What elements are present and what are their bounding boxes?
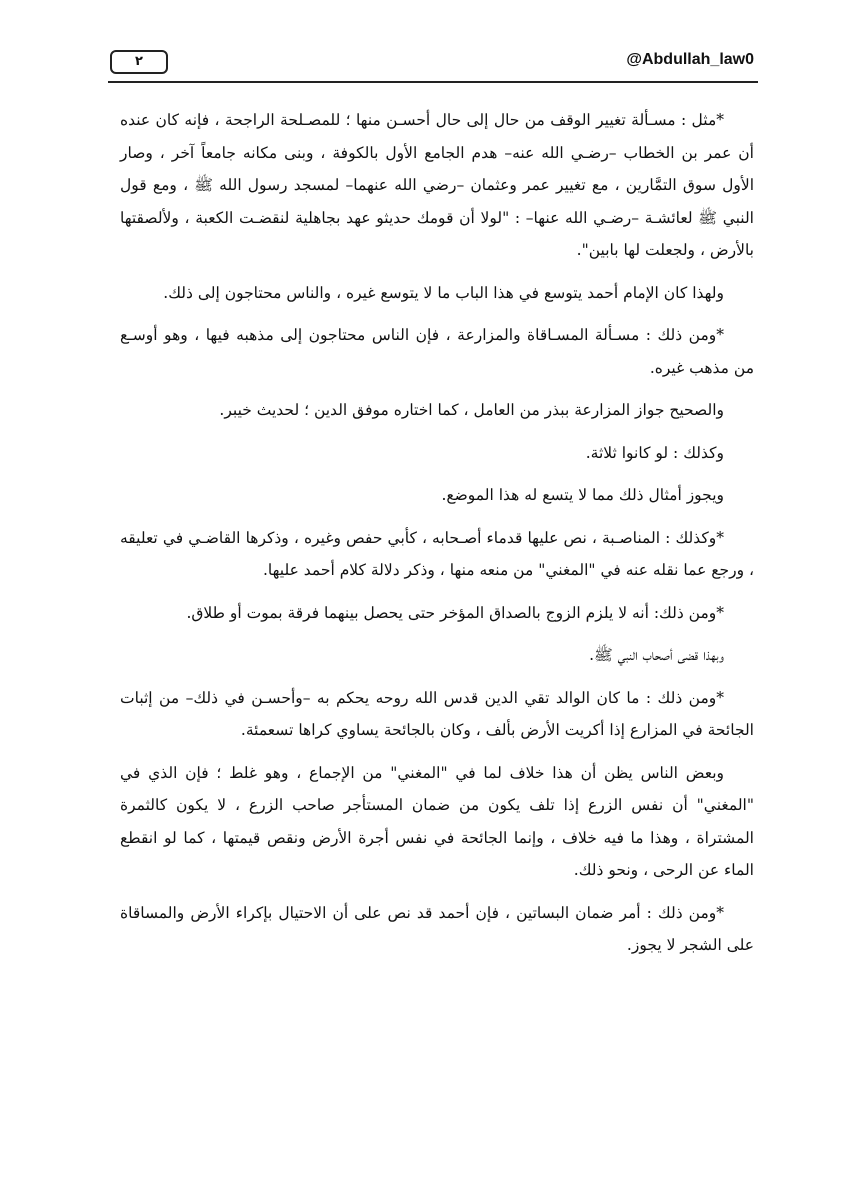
- paragraph-jaihah: *ومن ذلك : ما كان الوالد تقي الدين قدس الله روحه يحكم به –وأحسـن في ذلك– من إثبات الجائحة في المزارع إذا أكريت الأرض بألف ، وكان بالجائحة يساوي كراها تسعمئة.: [120, 688, 754, 739]
- paragraph-three: وكذلك : لو كانوا ثلاثة.: [585, 443, 724, 462]
- document-body: [120, 104, 754, 972]
- paragraph-mughni: وبعض الناس يظن أن هذا خلاف لما في "المغني" من الإجماع ، وهو غلط ؛ فإن الذي في "المغني" أن نفس الزرع إذا تلف يكون من ضمان المستأجر صاحب الزرع ، لا يكون كالثمرة المشتراة ، وهذا ما فيه خلاف ، وإنما الجائحة في نفس أجرة الأرض ونقص قيمتها ، كما لو انقطع الماء عن الرحى ، ونحو ذلك.: [120, 763, 754, 879]
- paragraph-sadaq: *ومن ذلك: أنه لا يلزم الزوج بالصداق المؤخر حتى يحصل بينهما فرقة بموت أو طلاق.: [186, 603, 724, 622]
- author-handle: @Abdullah_law0: [626, 51, 754, 68]
- paragraph-companions: وبهذا قضى أصحاب النبي ﷺ.: [589, 646, 724, 664]
- paragraph-similar: ويجوز أمثال ذلك مما لا يتسع له هذا الموضع.: [441, 486, 724, 504]
- paragraph-waqf: *مثل : مسـألة تغيير الوقف من حال إلى حال أحسـن منها ؛ للمصـلحة الراجحة ، فإنه كان عنده أن عمر بن الخطاب –رضـي الله عنه– هدم الجامع الأول بالكوفة ، وبنى مكانه جامعاً آخر ، وصار الأول سوق التمَّارين ، مع تغيير عمر وعثمان –رضي الله عنهما– لمسجد رسول الله ﷺ ، ومع قول النبي ﷺ لعائشـة –رضـي الله عنها– : "لولا أن قومك حديثو عهد بجاهلية لنقضـت الكعبة ، ولألصقتها بالأرض ، ولجعلت لها بابين".: [120, 111, 754, 259]
- paragraph-muzaraah: والصحيح جواز المزارعة ببذر من العامل ، كما اختاره موفق الدين ؛ لحديث خيبر.: [219, 401, 724, 419]
- paragraph-musaqah: *ومن ذلك : مسـألة المسـاقاة والمزارعة ، فإن الناس محتاجون إلى مذهبه فيها ، وهو أوسـع من مذهب غيره.: [120, 326, 754, 377]
- paragraph-basatin: *ومن ذلك : أمر ضمان البساتين ، فإن أحمد قد نص على أن الاحتيال بإكراء الأرض والمساقاة على الشجر لا يجوز.: [120, 903, 754, 954]
- header-divider: [108, 81, 758, 83]
- page-number: ٢: [110, 50, 168, 74]
- paragraph-munasabah: *وكذلك : المناصـبة ، نص عليها قدماء أصـحابه ، كأبي حفص وغيره ، وذكرها القاضـي في تعليقه ، ورجع عما نقله عنه في "المغني" من منعه منها ، وذكر دلالة كلام أحمد عليها.: [120, 528, 754, 579]
- page-header: [108, 50, 758, 80]
- paragraph-ahmad-expansion: ولهذا كان الإمام أحمد يتوسع في هذا الباب ما لا يتوسع غيره ، والناس محتاجون إلى ذلك.: [163, 283, 724, 302]
